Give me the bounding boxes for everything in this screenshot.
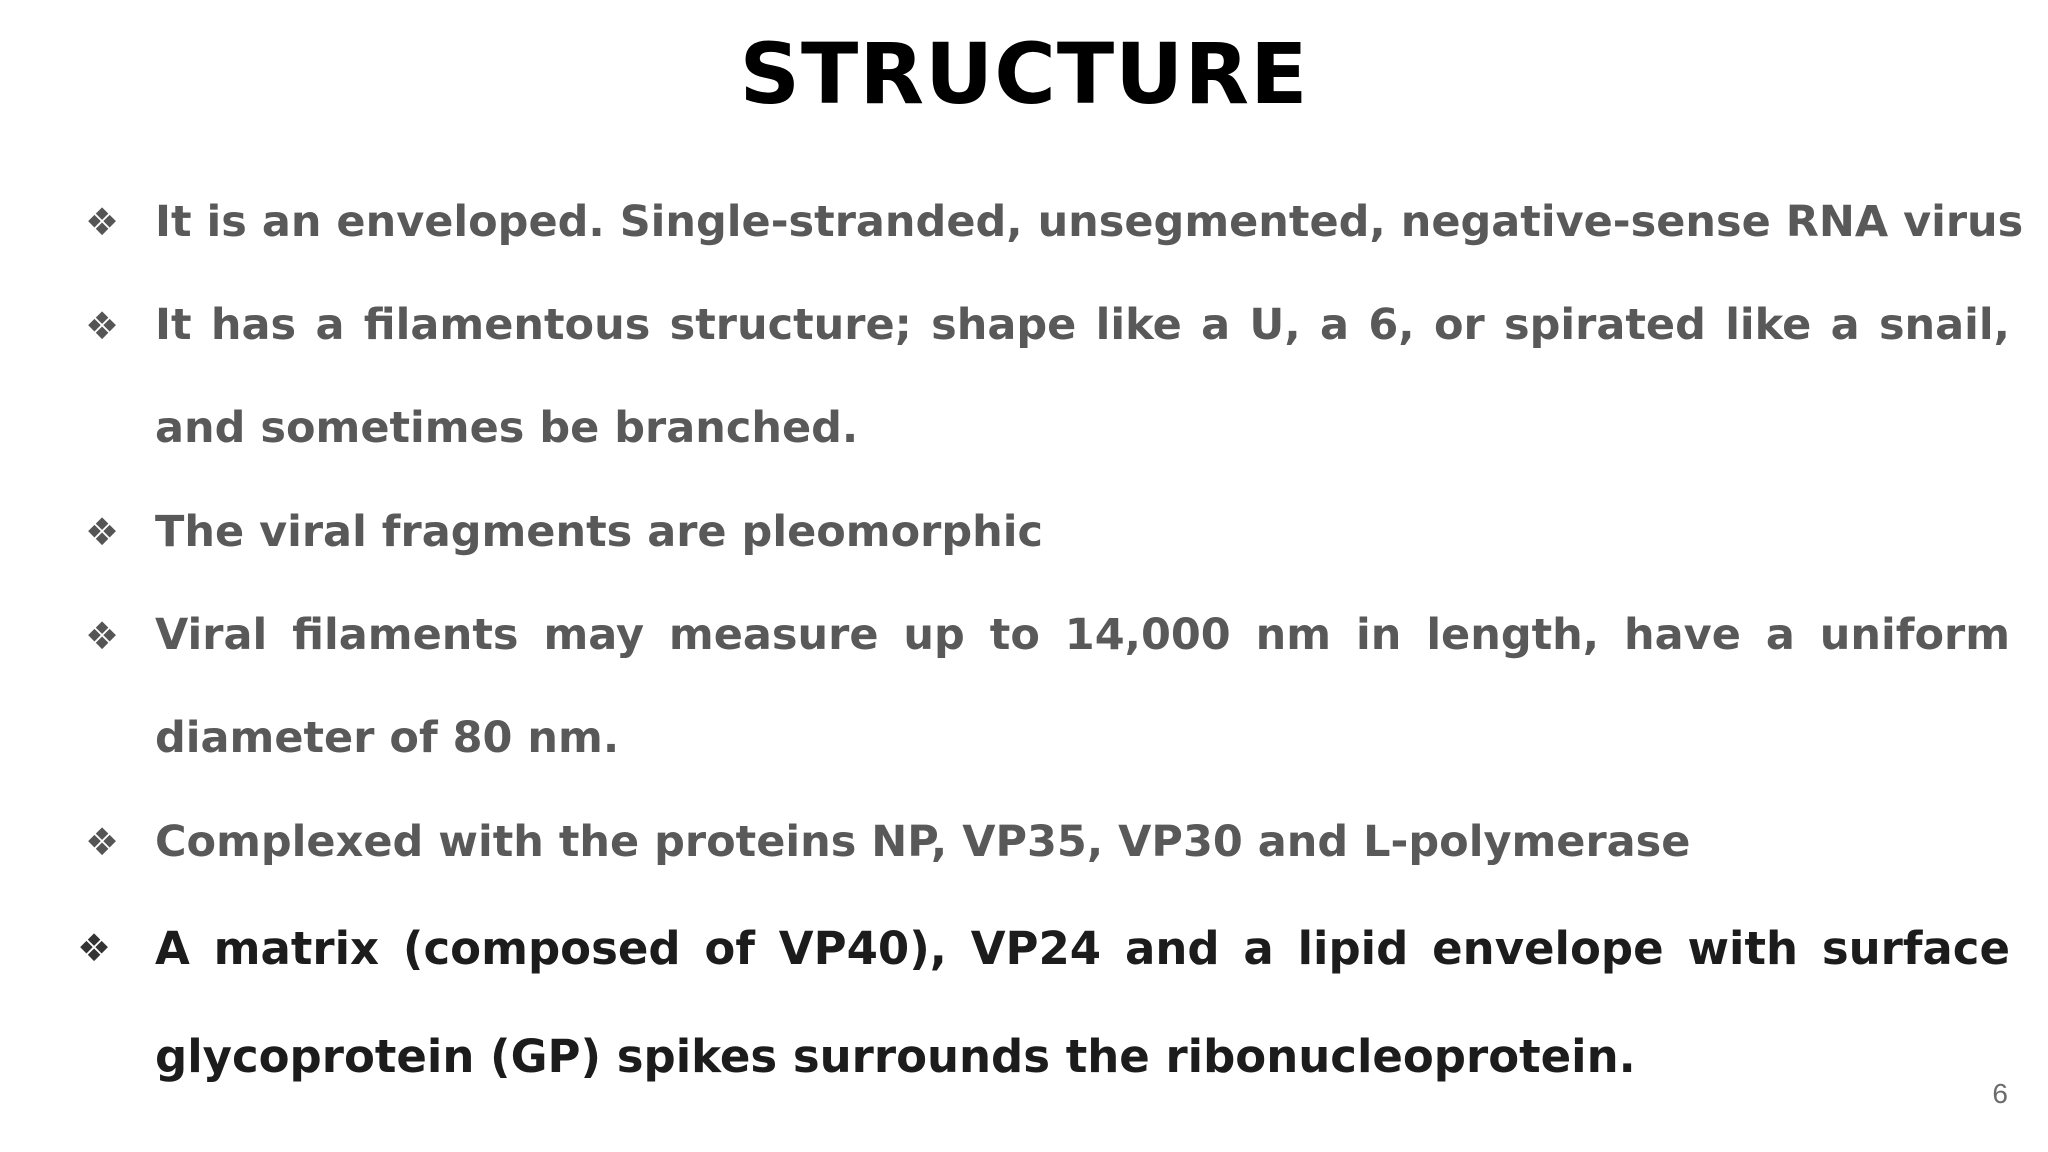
diamond-bullet-icon: ❖ bbox=[84, 510, 120, 554]
bullet-text-line: It has a filamentous structure; shape like a U, a 6, or spirated like a snail, bbox=[155, 300, 2010, 350]
diamond-bullet-icon: ❖ bbox=[84, 200, 120, 244]
diamond-bullet-icon: ❖ bbox=[84, 820, 120, 864]
bullet-text-line: Viral filaments may measure up to 14,000 nm in length, have a uniform bbox=[155, 610, 2010, 660]
diamond-bullet-icon: ❖ bbox=[84, 304, 120, 348]
bullet-text-line: The viral fragments are pleomorphic bbox=[155, 507, 1043, 557]
diamond-bullet-icon: ❖ bbox=[76, 926, 112, 970]
bullet-text-line: glycoprotein (GP) spikes surrounds the ribonucleoprotein. bbox=[155, 1030, 1636, 1083]
slide-title: STRUCTURE bbox=[739, 25, 1309, 123]
bullet-text-line: Complexed with the proteins NP, VP35, VP30 and L-polymerase bbox=[155, 817, 1691, 867]
page-number: 6 bbox=[1992, 1078, 2008, 1109]
bullet-text-line: It is an enveloped. Single-stranded, unsegmented, negative-sense RNA virus bbox=[155, 197, 2024, 247]
bullet-text-line: and sometimes be branched. bbox=[155, 403, 859, 453]
bullet-text-line: A matrix (composed of VP40), VP24 and a lipid envelope with surface bbox=[155, 922, 2010, 975]
diamond-bullet-icon: ❖ bbox=[84, 614, 120, 658]
bullet-text-line: diameter of 80 nm. bbox=[155, 713, 620, 763]
